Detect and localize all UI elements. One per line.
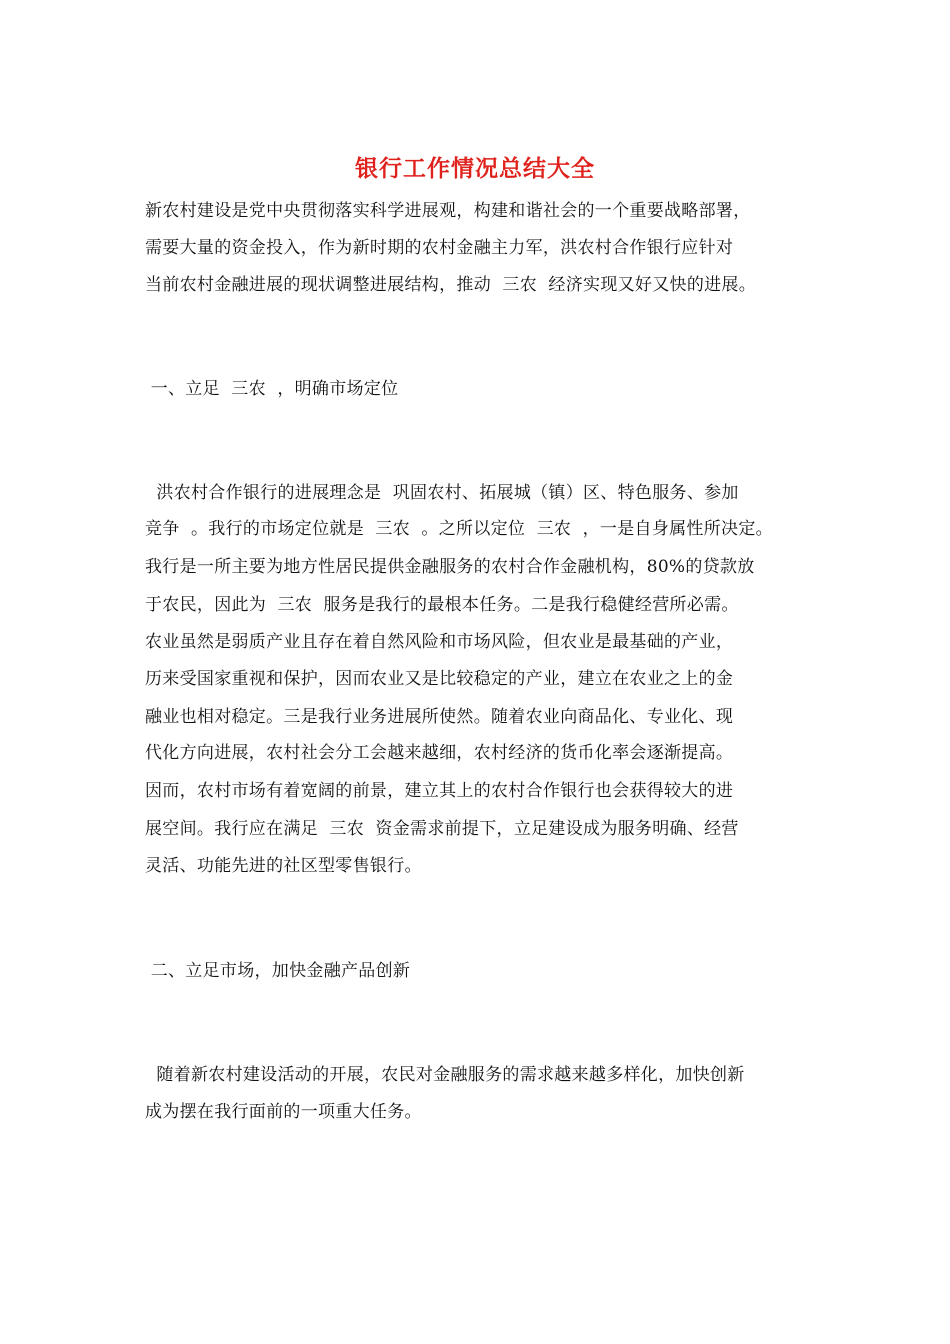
section-1-line: 代化方向进展，农村社会分工会越来越细，农村经济的货币化率会逐渐提高。 — [145, 743, 734, 763]
section-1-line: 融业也相对稳定。三是我行业务进展所使然。随着农业向商品化、专业化、现 — [145, 707, 734, 727]
section-1-line: 灵活、功能先进的社区型零售银行。 — [145, 856, 422, 876]
section-1-line: 洪农村合作银行的进展理念是 巩固农村、拓展城（镇）区、特色服务、参加 — [145, 483, 739, 503]
section-1-line: 于农民，因此为 三农 服务是我行的最根本任务。二是我行稳健经营所必需。 — [145, 595, 739, 615]
section-1-line: 因而，农村市场有着宽阔的前景，建立其上的农村合作银行也会获得较大的进 — [145, 781, 734, 801]
section-1-line: 展空间。我行应在满足 三农 资金需求前提下，立足建设成为服务明确、经营 — [145, 819, 739, 839]
section-1-heading: 一、立足 三农 ，明确市场定位 — [145, 379, 399, 399]
section-1-line: 我行是一所主要为地方性居民提供金融服务的农村合作金融机构，80%的贷款放 — [145, 557, 755, 577]
section-1-line: 竞争 。我行的市场定位就是 三农 。之所以定位 三农 ，一是自身属性所决定。 — [145, 519, 773, 539]
document-title: 银行工作情况总结大全 — [355, 156, 595, 182]
section-2-line: 随着新农村建设活动的开展，农民对金融服务的需求越来越多样化，加快创新 — [145, 1065, 745, 1085]
section-1-line: 历来受国家重视和保护，因而农业又是比较稳定的产业，建立在农业之上的金 — [145, 669, 734, 689]
section-2-heading: 二、立足市场，加快金融产品创新 — [145, 961, 411, 981]
section-2-line: 成为摆在我行面前的一项重大任务。 — [145, 1102, 422, 1122]
intro-line: 新农村建设是党中央贯彻落实科学进展观，构建和谐社会的一个重要战略部署， — [145, 201, 751, 221]
intro-line: 当前农村金融进展的现状调整进展结构，推动 三农 经济实现又好又快的进展。 — [145, 275, 757, 295]
intro-line: 需要大量的资金投入，作为新时期的农村金融主力军，洪农村合作银行应针对 — [145, 238, 734, 258]
section-1-line: 农业虽然是弱质产业且存在着自然风险和市场风险，但农业是最基础的产业， — [145, 632, 734, 652]
